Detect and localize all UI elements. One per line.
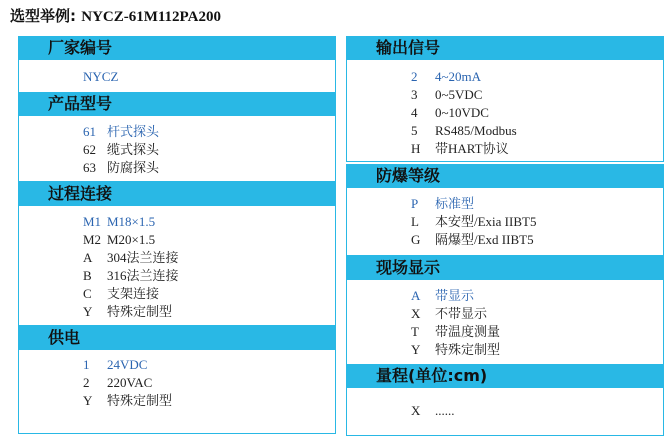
option-code: H [411, 141, 421, 156]
left-section-0 [18, 36, 336, 98]
option-desc: 支架连接 [107, 286, 160, 301]
section-header: 厂家编号 [18, 36, 336, 60]
option-code: B [83, 268, 92, 283]
right-section-1 [346, 164, 664, 256]
option-desc: 4~20mA [435, 69, 482, 84]
option-desc: 本安型/Exia IIBT5 [435, 214, 537, 229]
option-list [346, 388, 664, 436]
section-header: 量程(单位:cm) [346, 364, 664, 388]
option-code: P [411, 196, 419, 211]
option-code: M1 [83, 214, 102, 229]
option-code: 2 [83, 375, 90, 390]
option-code: X [411, 403, 421, 418]
left-section-1 [18, 92, 336, 182]
option-desc: 杆式探头 [107, 124, 160, 139]
option-desc: 带温度测量 [435, 324, 501, 339]
option-desc: 304法兰连接 [107, 250, 179, 265]
option-code: A [411, 288, 421, 303]
option-code: 4 [411, 105, 418, 120]
right-section-3 [346, 364, 664, 436]
section-header: 输出信号 [346, 36, 664, 60]
option-desc: 特殊定制型 [435, 342, 501, 357]
selection-example-title [10, 6, 221, 26]
option-code: 2 [411, 69, 418, 84]
title-label: 选型举例: [10, 7, 76, 25]
option-code: 63 [83, 160, 96, 175]
option-list [18, 350, 336, 434]
option-desc: 带显示 [435, 288, 475, 303]
option-code: A [83, 250, 93, 265]
option-code: 3 [411, 87, 418, 102]
section-header: 现场显示 [346, 256, 664, 280]
option-desc: 0~5VDC [435, 87, 483, 102]
option-desc: 缆式探头 [107, 142, 160, 157]
option-desc: 特殊定制型 [107, 393, 173, 408]
option-desc: M18×1.5 [107, 214, 156, 229]
option-code: C [83, 286, 92, 301]
left-section-3 [18, 326, 336, 434]
option-code: M2 [83, 232, 102, 247]
option-desc: 防腐探头 [107, 160, 160, 175]
option-code: 5 [411, 123, 418, 138]
left-section-2 [18, 182, 336, 326]
title-model-code: NYCZ-61M112PA200 [81, 9, 221, 25]
option-desc: 特殊定制型 [107, 304, 173, 319]
section-header: 过程连接 [18, 182, 336, 206]
section-header: 产品型号 [18, 92, 336, 116]
section-header: 防爆等级 [346, 164, 664, 188]
option-code: L [411, 214, 419, 229]
option-desc: 220VAC [107, 375, 153, 390]
option-desc: 带HART协议 [435, 141, 509, 156]
option-desc: RS485/Modbus [435, 123, 517, 138]
option-desc: NYCZ [83, 69, 119, 84]
right-section-0 [346, 36, 664, 162]
option-code: 1 [83, 357, 90, 372]
option-desc: 不带显示 [435, 306, 488, 321]
option-code: Y [411, 342, 421, 357]
option-desc: ...... [435, 403, 455, 418]
option-desc: 隔爆型/Exd IIBT5 [435, 232, 534, 247]
option-code: T [411, 324, 419, 339]
option-code: G [411, 232, 421, 247]
option-list [346, 188, 664, 256]
option-list [18, 116, 336, 182]
option-code: 61 [83, 124, 96, 139]
option-list [18, 206, 336, 326]
option-desc: 标准型 [435, 196, 475, 211]
option-code: Y [83, 393, 93, 408]
option-desc: 0~10VDC [435, 105, 489, 120]
section-header: 供电 [18, 326, 336, 350]
option-desc: 316法兰连接 [107, 268, 179, 283]
option-code: X [411, 306, 421, 321]
option-desc: M20×1.5 [107, 232, 156, 247]
option-code: Y [83, 304, 93, 319]
option-code: 62 [83, 142, 96, 157]
option-list [346, 60, 664, 162]
option-desc: 24VDC [107, 357, 148, 372]
